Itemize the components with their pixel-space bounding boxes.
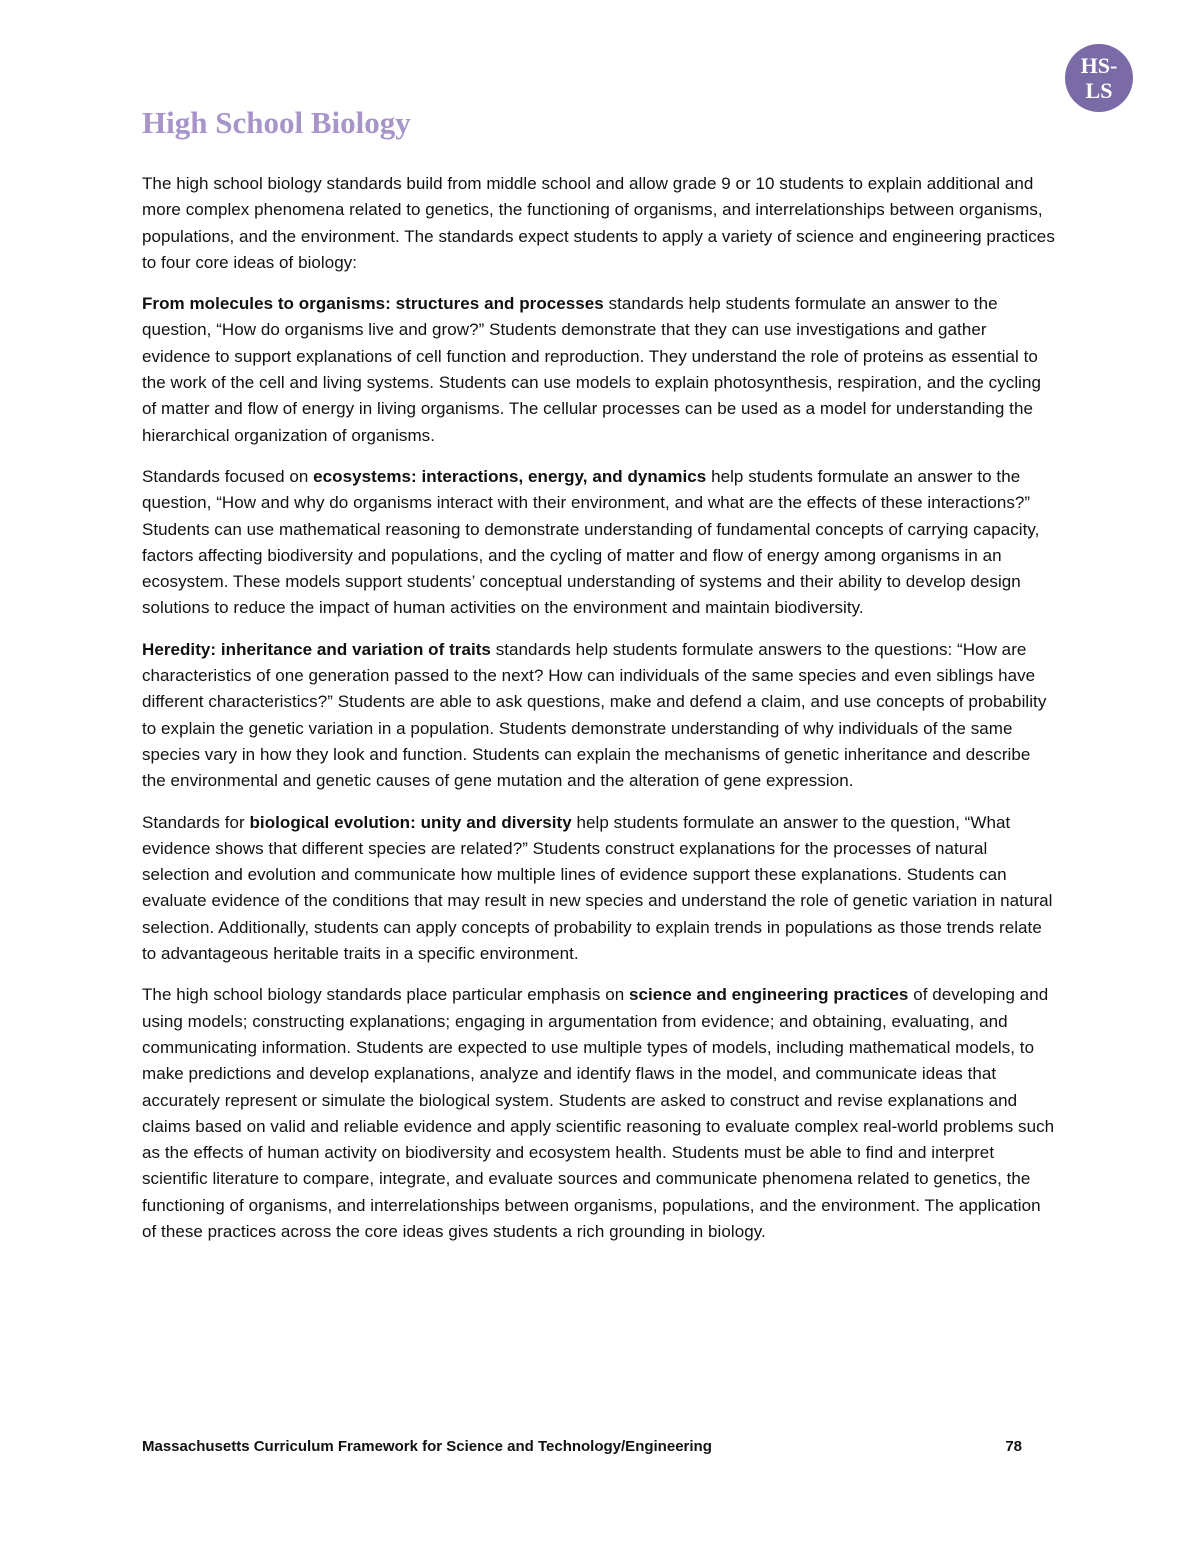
ecosystems-text: help students formulate an answer to the question, “How and why do organisms interact with their environment, and what are the effects of these interactions?” Students can use mathematical reasoning to demonstrate understanding of fundamental concepts of carrying capacity, factors affecting biodiversity and populations, and the cycling of matter and flow of energy among organisms in an ecosystem. These models support students’ conceptual understanding of systems and their ability to develop design solutions to reduce the impact of human activities on the environment and maintain biodiversity.	[142, 466, 1040, 618]
badge-line-1: HS-	[1080, 53, 1118, 78]
practices-heading: science and engineering practices	[629, 985, 909, 1005]
badge-line-2: LS	[1085, 78, 1113, 103]
molecules-text: standards help students formulate an answer to the question, “How do organisms live and grow?” Students demonstrate that they can use investigations and gather evidence to support explanations of cell function and reproduction. They understand the role of proteins as essential to the work of the cell and living systems. Students can use models to explain photosynthesis, respiration, and the cycling of matter and flow of energy in living organisms. The cellular processes can be used as a model for understanding the hierarchical organization of organisms.	[142, 294, 1041, 445]
molecules-heading: From molecules to organisms: structures and processes	[142, 294, 604, 314]
evolution-text: help students formulate an answer to the question, “What evidence shows that different species are related?” Students construct explanations for the processes of natural selection and evolution and communicate how multiple lines of evidence support these explanations. Students can evaluate evidence of the conditions that may result in new species and understand the role of genetic variation in natural selection. Additionally, students can apply concepts of probability to explain trends in populations as those trends relate to advantageous heritable traits in a specific environment.	[142, 812, 1053, 964]
practices-paragraph	[142, 982, 1058, 1245]
page-footer	[142, 1436, 1022, 1458]
ecosystems-lead: Standards focused on	[142, 466, 314, 486]
heredity-heading: Heredity: inheritance and variation of traits	[142, 639, 491, 659]
heredity-paragraph	[142, 637, 1058, 795]
hs-ls-badge	[1065, 44, 1133, 112]
ecosystems-heading: ecosystems: interactions, energy, and dynamics	[313, 466, 707, 486]
practices-lead: The high school biology standards place particular emphasis on	[142, 985, 629, 1005]
evolution-paragraph	[142, 810, 1058, 968]
page-number: 78	[1005, 1438, 1022, 1455]
page-title: High School Biology	[142, 105, 411, 140]
heredity-text: standards help students formulate answers to the questions: “How are characteristics of one generation passed to the next? How can individuals of the same species and even siblings have different characteristics?” Students are able to ask questions, make and defend a claim, and use concepts of probability to explain the genetic variation in a population. Students demonstrate understanding of why individuals of the same species vary in how they look and function. Students can explain the mechanisms of genetic inheritance and describe the environmental and genetic causes of gene mutation and the alteration of gene expression.	[142, 639, 1047, 791]
evolution-heading: biological evolution: unity and diversity	[249, 812, 572, 832]
intro-text: The high school biology standards build from middle school and allow grade 9 or 10 students to explain additional and more complex phenomena related to genetics, the functioning of organisms, and interrelationships between organisms, populations, and the environment. The standards expect students to apply a variety of science and engineering practices to four core ideas of biology:	[142, 174, 1055, 272]
ecosystems-paragraph	[142, 464, 1058, 622]
document-body	[142, 171, 1058, 1260]
molecules-paragraph	[142, 291, 1058, 449]
footer-title: Massachusetts Curriculum Framework for Science and Technology/Engineering	[142, 1438, 712, 1455]
practices-text: of developing and using models; constructing explanations; engaging in argumentation from evidence; and obtaining, evaluating, and communicating information. Students are expected to use multiple types of models, including mathematical models, to make predictions and develop explanations, analyze and identify flaws in the model, and communicate ideas that accurately represent or simulate the biological system. Students are asked to construct and revise explanations and claims based on valid and reliable evidence and apply scientific reasoning to evaluate complex real-world problems such as the effects of human activity on biodiversity and ecosystem health. Students must be able to find and interpret scientific literature to compare, integrate, and evaluate sources and communicate phenomena related to genetics, the functioning of organisms, and interrelationships between organisms, populations, and the environment. The application of these practices across the core ideas gives students a rich grounding in biology.	[142, 985, 1055, 1241]
evolution-lead: Standards for	[142, 812, 250, 832]
intro-paragraph	[142, 171, 1058, 276]
